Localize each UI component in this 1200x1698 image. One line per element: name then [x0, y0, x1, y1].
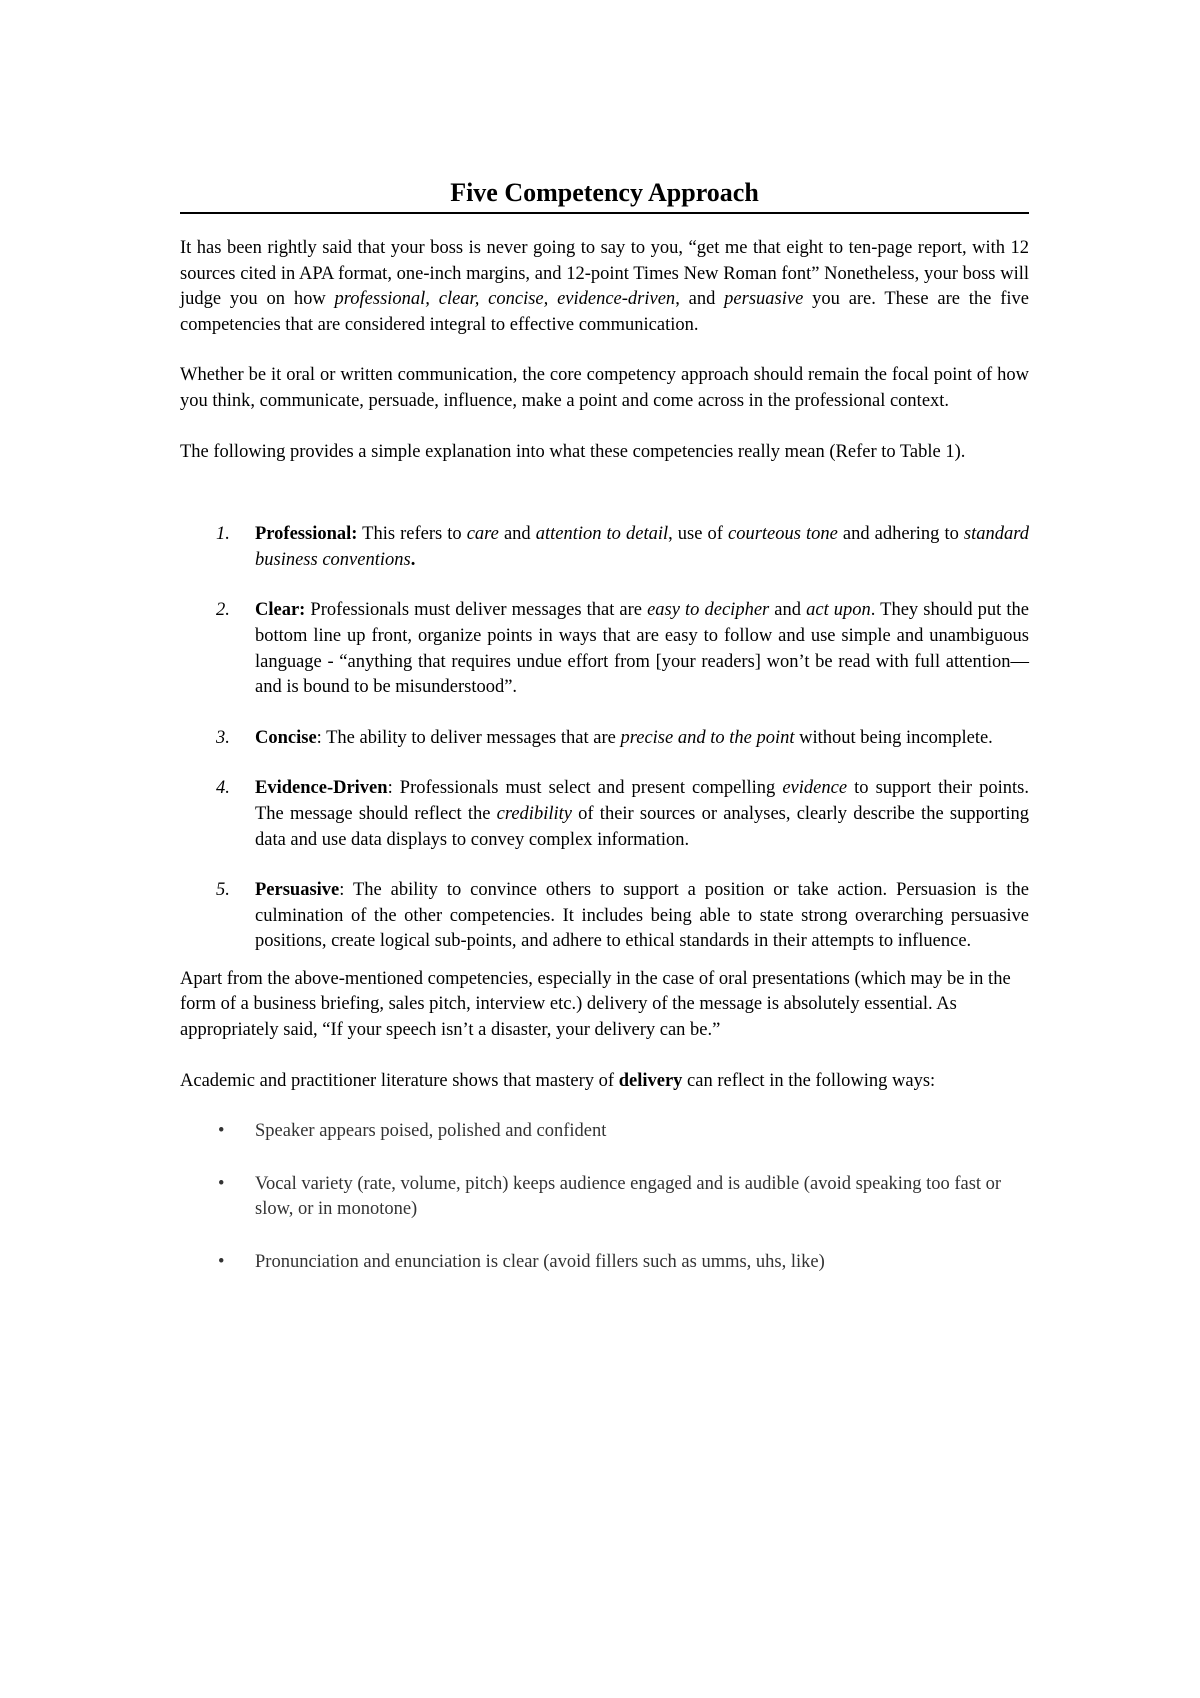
text-run: , use of [668, 524, 728, 545]
competency-item-concise [180, 726, 1029, 752]
bullet-text: Pronunciation and enunciation is clear (avoid fillers such as umms, uhs, like) [255, 1252, 825, 1273]
competency-term: Professional: [255, 524, 358, 545]
competency-term: Persuasive [255, 880, 340, 901]
text-run: It has been rightly said that your boss is never going to say to you, “get me that eight to ten-page report, with 12 sources cited in APA format, one-inch margins, and 12-point Times New Roman font” Nonetheless, your boss will judge you on how [180, 238, 1029, 310]
list-number: 4. [216, 778, 230, 799]
delivery-bullet-list [180, 1119, 1029, 1275]
bullet-text: Vocal variety (rate, volume, pitch) keeps audience engaged and is audible (avoid speaking too fast or slow, or in monotone) [255, 1173, 1002, 1220]
italic-run: precise and to the point [620, 727, 795, 748]
list-number: 3. [216, 727, 230, 748]
italic-run: courteous tone [727, 524, 838, 545]
text-run: : The ability to deliver messages that are [316, 727, 621, 748]
text-run: you are. These are the five competencies that are considered integral to effective communication. [180, 289, 1029, 335]
bullet-item [180, 1172, 1029, 1223]
italic-run: easy to decipher [647, 600, 770, 621]
text-run: and adhering to [837, 524, 964, 545]
text-run: : Professionals must select and present compelling [387, 778, 783, 799]
bullet-text: Speaker appears poised, polished and confident [255, 1121, 607, 1142]
literature-paragraph [180, 1069, 1029, 1095]
text-run: to support their points. The message should reflect the [255, 778, 1029, 824]
italic-run: attention to detail [535, 524, 669, 545]
italic-run: standard business conventions [255, 524, 1030, 570]
italic-run: act upon [806, 600, 871, 621]
italic-run: care [466, 524, 499, 545]
text-run: : The ability to convince others to support a position or take action. Persuasion is the culmination of the other competencies. It includes being able to state strong overarching persuasive positions, create logical sub-points, and adhere to ethical standards in their attempts to influence. [255, 880, 1029, 952]
competency-item-evidence-driven [180, 776, 1029, 853]
bullet-item [180, 1119, 1029, 1145]
text-run: and [769, 600, 807, 621]
text-run: without being incomplete. [794, 727, 993, 748]
page-title: Five Competency Approach [180, 178, 1029, 214]
competency-item-persuasive [180, 878, 1029, 955]
text-run: Academic and practitioner literature shows that mastery of [180, 1070, 619, 1091]
bullet-item [180, 1250, 1029, 1276]
document-page [180, 178, 1029, 1303]
competency-term: Evidence-Driven [255, 778, 388, 799]
list-number: 5. [216, 880, 230, 901]
text-run: This refers to [357, 524, 467, 545]
intro-paragraph-2: Whether be it oral or written communication, the core competency approach should remain the focal point of how you think, communicate, persuade, influence, make a point and come across in the professional context. [180, 365, 1029, 411]
bullet-icon: • [218, 1252, 225, 1273]
bullet-icon: • [218, 1173, 225, 1194]
text-run: . They should put the bottom line up front, organize points in ways that are easy to follow and use simple and unambiguous language - “anything that requires undue effort from [your readers] won’t be read with full attention—and is bound to be misunderstood”. [255, 600, 1029, 698]
text-run: . [410, 549, 416, 570]
competency-term: Clear: [255, 600, 306, 621]
competency-list [180, 522, 1029, 955]
delivery-paragraph: Apart from the above-mentioned competencies, especially in the case of oral presentations (which may be in the form of a business briefing, sales pitch, interview etc.) delivery of the message is absolutely essential. As appropriately said, “If your speech isn’t a disaster, your delivery can be.” [180, 968, 1011, 1041]
intro-paragraph-1 [180, 236, 1029, 338]
competency-term: Concise [255, 727, 317, 748]
text-run: Professionals must deliver messages that are [305, 600, 648, 621]
text-run: and [498, 524, 536, 545]
competency-item-professional [180, 522, 1029, 573]
competency-item-clear [180, 598, 1029, 700]
italic-run: professional, clear, concise, evidence-driven [334, 289, 676, 310]
italic-run: evidence [782, 778, 848, 799]
list-number: 1. [216, 524, 230, 545]
list-number: 2. [216, 600, 230, 621]
bullet-icon: • [218, 1121, 225, 1142]
bold-run: delivery [618, 1070, 683, 1091]
text-run: can reflect in the following ways: [682, 1070, 936, 1091]
intro-paragraph-3: The following provides a simple explanation into what these competencies really mean (Refer to Table 1). [180, 441, 966, 462]
italic-run: credibility [496, 803, 572, 824]
text-run: of their sources or analyses, clearly describe the supporting data and use data displays to convey complex information. [255, 803, 1030, 850]
italic-run: persuasive [724, 289, 804, 310]
text-run: , and [675, 289, 725, 310]
